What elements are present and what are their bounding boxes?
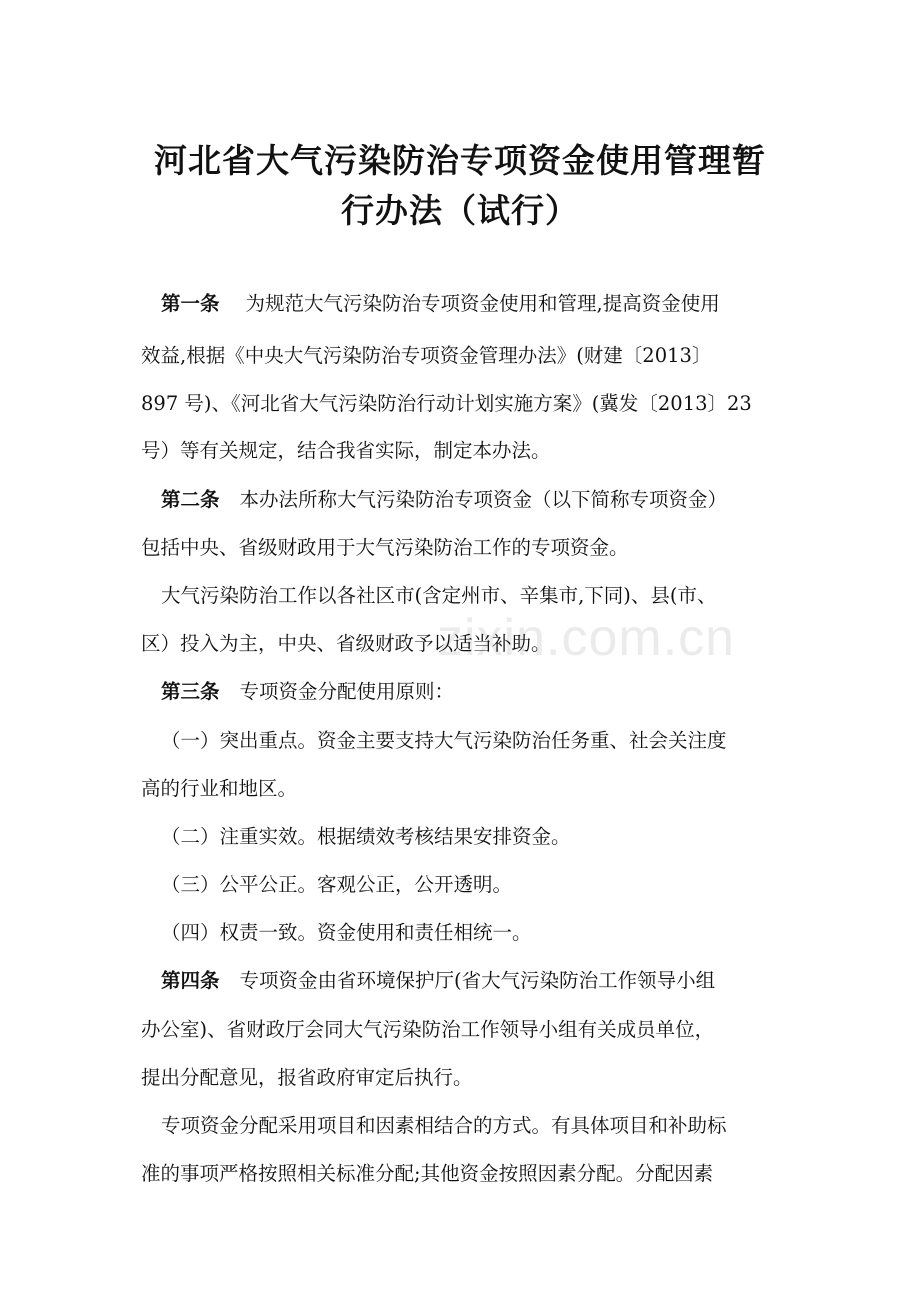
article-4-label: 第四条 bbox=[161, 969, 220, 992]
article-4-line-5: 准的事项严格按照相关标准分配;其他资金按照因素分配。分配因素 bbox=[141, 1162, 714, 1185]
article-1-label: 第一条 bbox=[161, 292, 220, 315]
article-1-line-2: 效益,根据《中央大气污染防治专项资金管理办法》(财建〔2013〕 bbox=[141, 344, 712, 367]
article-3-text-1: 专项资金分配使用原则： bbox=[239, 680, 455, 703]
article-2-first-line bbox=[161, 490, 727, 510]
article-4-first-line bbox=[161, 971, 715, 991]
article-2-line-2: 包括中央、省级财政用于大气污染防治工作的专项资金。 bbox=[141, 536, 629, 559]
article-3-item-3: （三）公平公正。客观公正，公开透明。 bbox=[161, 873, 513, 896]
article-1-text-1: 为规范大气污染防治专项资金使用和管理,提高资金使用 bbox=[245, 292, 720, 315]
article-4-text-1: 专项资金由省环境保护厅(省大气污染防治工作领导小组 bbox=[239, 969, 716, 992]
document-title-line-1: 河北省大气污染防治专项资金使用管理暂 bbox=[154, 141, 766, 180]
article-3-item-4: （四）权责一致。资金使用和责任相统一。 bbox=[161, 921, 532, 944]
article-1-line-4: 号）等有关规定，结合我省实际，制定本办法。 bbox=[141, 439, 551, 462]
article-3-first-line bbox=[161, 682, 454, 702]
article-4-line-3: 提出分配意见，报省政府审定后执行。 bbox=[141, 1066, 473, 1089]
article-1-line-3: 897 号)、《河北省大气污染防治行动计划实施方案》(冀发〔2013〕23 bbox=[141, 392, 752, 415]
article-4-line-4: 专项资金分配采用项目和因素相结合的方式。有具体项目和补助标 bbox=[161, 1114, 727, 1137]
article-2-text-1: 本办法所称大气污染防治专项资金（以下简称专项资金） bbox=[239, 488, 728, 511]
article-2-line-3: 大气污染防治工作以各社区市(含定州市、辛集市,下同)、县(市、 bbox=[161, 584, 717, 607]
article-4-line-2: 办公室)、省财政厅会同大气污染防治工作领导小组有关成员单位， bbox=[141, 1018, 715, 1041]
article-2-line-4: 区）投入为主，中央、省级财政予以适当补助。 bbox=[141, 632, 551, 655]
article-3-item-2: （二）注重实效。根据绩效考核结果安排资金。 bbox=[161, 825, 571, 848]
document-title-line-2: 行办法（试行） bbox=[341, 191, 579, 230]
article-3-label: 第三条 bbox=[161, 680, 220, 703]
article-2-label: 第二条 bbox=[161, 488, 220, 511]
watermark: zixin.com.cn bbox=[437, 609, 736, 667]
article-3-item-1-line-1: （一）突出重点。资金主要支持大气污染防治任务重、社会关注度 bbox=[161, 729, 727, 752]
article-1-first-line bbox=[161, 294, 720, 314]
article-3-item-1-line-2: 高的行业和地区。 bbox=[141, 777, 298, 800]
